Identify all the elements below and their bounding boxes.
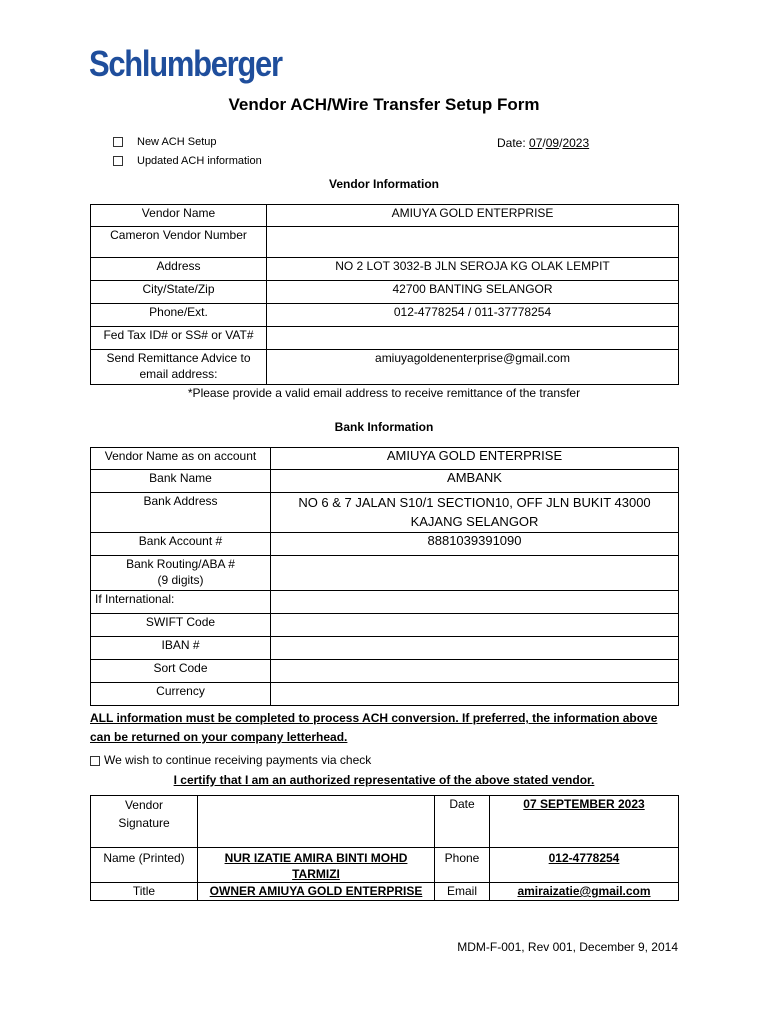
bank-table [90, 447, 679, 706]
account-number-value[interactable]: 8881039391090 [271, 533, 679, 556]
bank-address-value[interactable]: NO 6 & 7 JALAN S10/1 SECTION10, OFF JLN BUKIT 43000 KAJANG SELANGOR [271, 493, 679, 533]
currency-value[interactable] [271, 683, 679, 706]
cell-label: If International: [91, 591, 271, 614]
cell-label: Phone [435, 848, 490, 883]
cameron-vendor-value[interactable] [267, 227, 679, 258]
cell-label: Cameron Vendor Number [91, 227, 267, 258]
date-field: Date: 07/09/2023 [497, 136, 590, 150]
signature-table [90, 795, 679, 901]
cell-label: IBAN # [91, 637, 271, 660]
bank-name-value[interactable]: AMBANK [271, 470, 679, 493]
bank-section-heading: Bank Information [334, 420, 434, 434]
cell-label: Email [435, 883, 490, 901]
form-title: Vendor ACH/Wire Transfer Setup Form [228, 95, 540, 114]
cell-label: Sort Code [91, 660, 271, 683]
cell-label: Vendor Name as on account [91, 448, 271, 470]
updated-ach-option[interactable] [113, 155, 262, 167]
check-option-label: We wish to continue receiving payments via check [104, 753, 372, 767]
cell-label: Fed Tax ID# or SS# or VAT# [91, 327, 267, 350]
cell-label: Bank Address [91, 493, 271, 533]
new-ach-option[interactable] [113, 136, 216, 148]
certify-statement: I certify that I am an authorized representative of the above stated vendor. [173, 773, 595, 787]
checkbox-icon[interactable] [113, 137, 123, 147]
address-value[interactable]: NO 2 LOT 3032-B JLN SEROJA KG OLAK LEMPIT [267, 258, 679, 281]
form-footer: MDM-F-001, Rev 001, December 9, 2014 [457, 940, 678, 954]
email-note: *Please provide a valid email address to receive remittance of the transfer [187, 386, 581, 400]
sign-date-value[interactable]: 07 SEPTEMBER 2023 [490, 796, 679, 848]
cell-label: City/State/Zip [91, 281, 267, 304]
new-ach-label: New ACH Setup [137, 136, 217, 148]
printed-name-value[interactable]: NUR IZATIE AMIRA BINTI MOHD TARMIZI [198, 848, 435, 883]
intl-value [271, 591, 679, 614]
notice-line-2: can be returned on your company letterhead. [90, 730, 348, 744]
cell-label: Send Remittance Advice to email address: [91, 350, 267, 385]
notice-line-1: ALL information must be completed to process ACH conversion. If preferred, the information above [90, 711, 658, 725]
account-name-value[interactable]: AMIUYA GOLD ENTERPRISE [271, 448, 679, 470]
tax-id-value[interactable] [267, 327, 679, 350]
sign-phone-value[interactable]: 012-4778254 [490, 848, 679, 883]
sort-code-value[interactable] [271, 660, 679, 683]
cell-label: Address [91, 258, 267, 281]
cell-label: Date [435, 796, 490, 848]
check-option[interactable] [90, 753, 371, 767]
checkbox-icon[interactable] [113, 156, 123, 166]
cell-label: Title [91, 883, 198, 901]
phone-value[interactable]: 012-4778254 / 011-37778254 [267, 304, 679, 327]
signature-value[interactable] [198, 796, 435, 848]
cell-label: Currency [91, 683, 271, 706]
cell-label: Bank Account # [91, 533, 271, 556]
cell-label: Name (Printed) [91, 848, 198, 883]
remit-email-value[interactable]: amiuyagoldenenterprise@gmail.com [267, 350, 679, 385]
cell-label: Vendor Name [91, 205, 267, 227]
cell-label: Bank Routing/ABA # (9 digits) [91, 556, 271, 591]
vendor-table [90, 204, 679, 385]
cell-label: SWIFT Code [91, 614, 271, 637]
cell-label: Vendor Signature [91, 796, 198, 848]
cell-label: Bank Name [91, 470, 271, 493]
company-logo: Schlumberger [89, 43, 282, 84]
checkbox-icon[interactable] [90, 756, 100, 766]
sign-email-value[interactable]: amiraizatie@gmail.com [490, 883, 679, 901]
iban-value[interactable] [271, 637, 679, 660]
title-value[interactable]: OWNER AMIUYA GOLD ENTERPRISE [198, 883, 435, 901]
swift-value[interactable] [271, 614, 679, 637]
vendor-name-value[interactable]: AMIUYA GOLD ENTERPRISE [267, 205, 679, 227]
city-value[interactable]: 42700 BANTING SELANGOR [267, 281, 679, 304]
routing-value[interactable] [271, 556, 679, 591]
cell-label: Phone/Ext. [91, 304, 267, 327]
updated-ach-label: Updated ACH information [137, 155, 262, 167]
vendor-section-heading: Vendor Information [328, 177, 439, 191]
